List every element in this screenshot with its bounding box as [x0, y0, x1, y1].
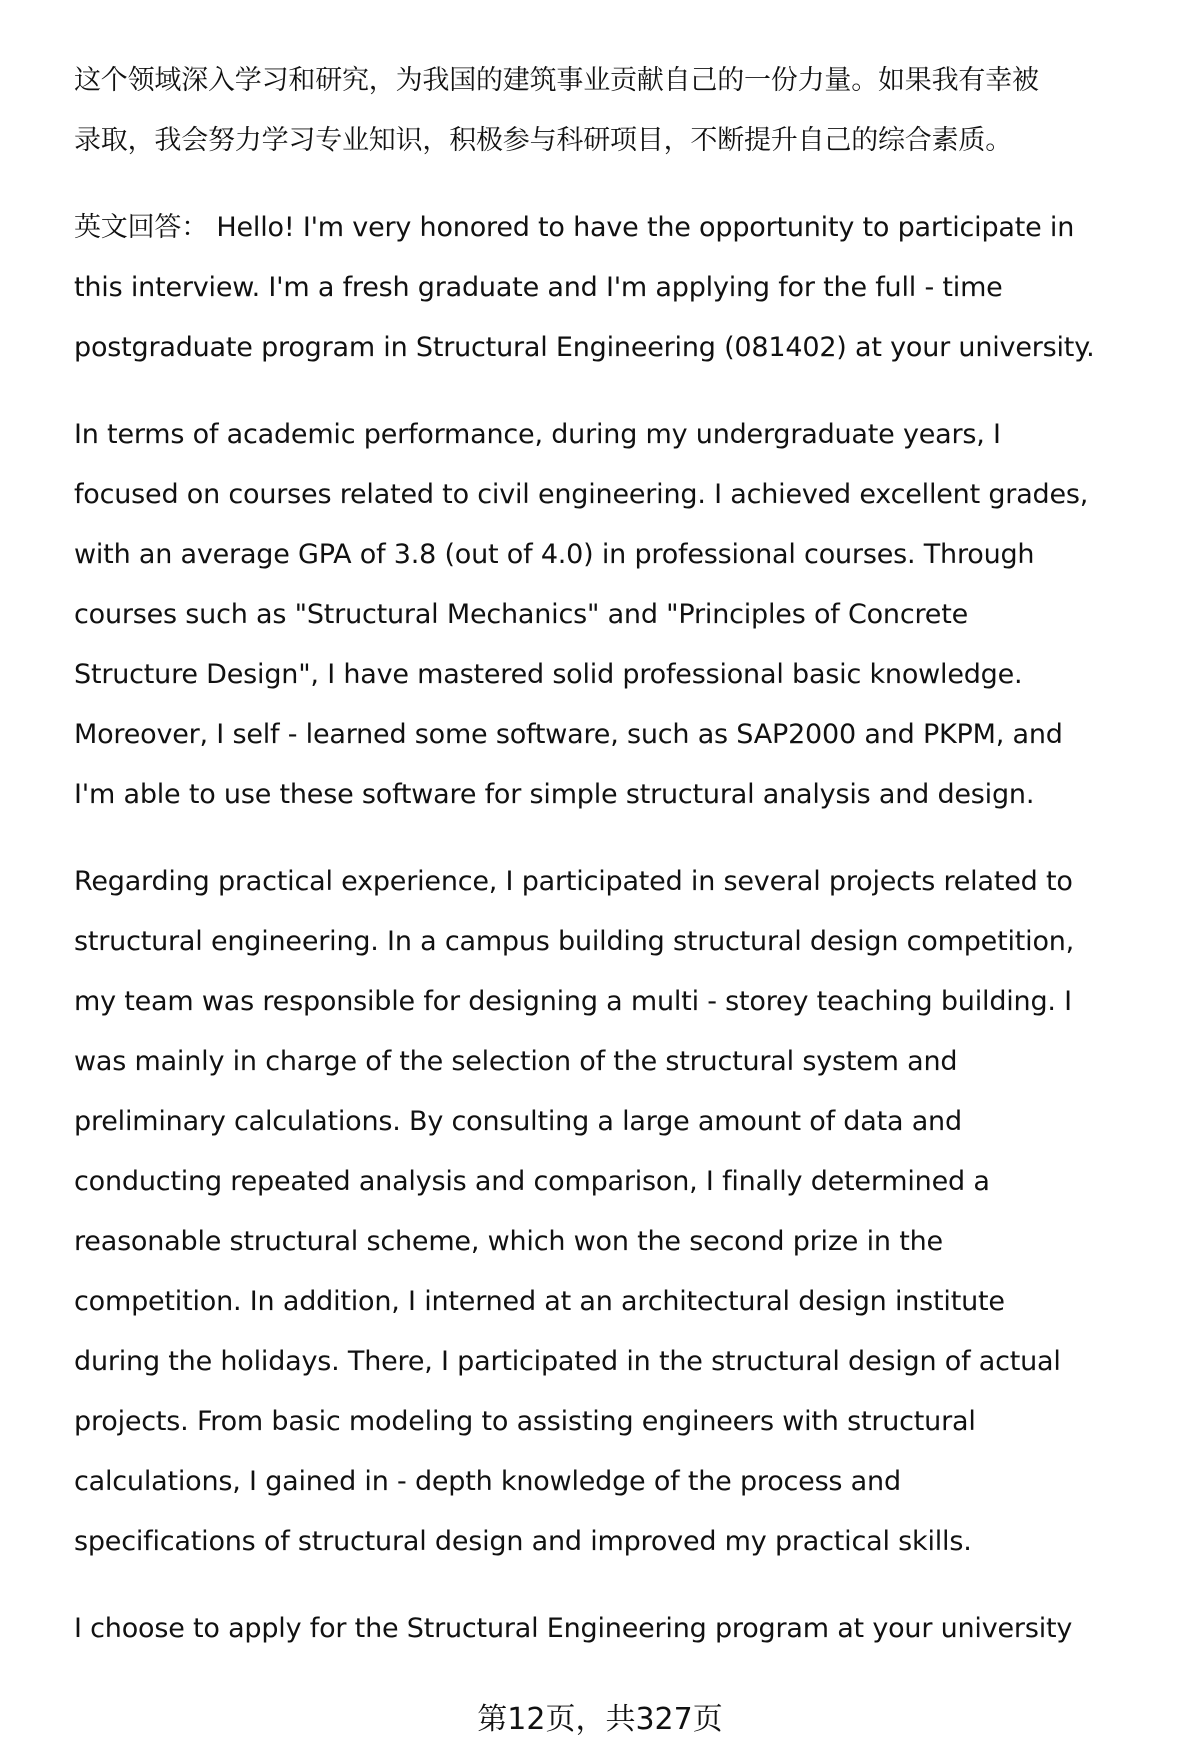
text-line: competition. In addition, I interned at an architectural design institute	[74, 1286, 1005, 1317]
text-line: structural engineering. In a campus building structural design competition,	[74, 926, 1075, 957]
text-line: 英文回答： Hello! I'm very honored to have the opportunity to participate in	[74, 212, 1075, 243]
text-line: Regarding practical experience, I participated in several projects related to	[74, 866, 1073, 897]
paragraph	[74, 198, 1174, 378]
text-line: In terms of academic performance, during my undergraduate years, I	[74, 419, 1001, 450]
text-line: calculations, I gained in - depth knowledge of the process and	[74, 1466, 901, 1497]
text-line: I choose to apply for the Structural Engineering program at your university	[74, 1613, 1073, 1644]
text-line: Moreover, I self - learned some software, such as SAP2000 and PKPM, and	[74, 719, 1063, 750]
paragraph	[74, 405, 1174, 825]
text-line: was mainly in charge of the selection of the structural system and	[74, 1046, 958, 1077]
text-line: this interview. I'm a fresh graduate and I'm applying for the full - time	[74, 272, 1003, 303]
text-line: projects. From basic modeling to assisting engineers with structural	[74, 1406, 976, 1437]
text-line: during the holidays. There, I participated in the structural design of actual	[74, 1346, 1061, 1377]
text-line: preliminary calculations. By consulting a large amount of data and	[74, 1106, 962, 1137]
page-number: 第12页，共327页	[477, 1702, 723, 1737]
text-line: 这个领域深入学习和研究，为我国的建筑事业贡献自己的一份力量。如果我有幸被	[74, 65, 1039, 96]
text-line: my team was responsible for designing a multi - storey teaching building. I	[74, 986, 1072, 1017]
paragraph	[74, 1599, 1174, 1659]
text-line: postgraduate program in Structural Engineering (081402) at your university.	[74, 332, 1095, 363]
text-line: courses such as "Structural Mechanics" and "Principles of Concrete	[74, 599, 969, 630]
document-body	[74, 51, 1174, 1686]
text-line: with an average GPA of 3.8 (out of 4.0) in professional courses. Through	[74, 539, 1035, 570]
text-line: specifications of structural design and improved my practical skills.	[74, 1526, 972, 1557]
paragraph	[74, 51, 1174, 171]
text-line: conducting repeated analysis and comparison, I finally determined a	[74, 1166, 990, 1197]
text-line: focused on courses related to civil engineering. I achieved excellent grades,	[74, 479, 1089, 510]
paragraph	[74, 852, 1174, 1572]
text-line: I'm able to use these software for simple structural analysis and design.	[74, 779, 1035, 810]
text-line: Structure Design", I have mastered solid professional basic knowledge.	[74, 659, 1023, 690]
text-line: 录取，我会努力学习专业知识，积极参与科研项目，不断提升自己的综合素质。	[74, 125, 1012, 156]
text-line: reasonable structural scheme, which won the second prize in the	[74, 1226, 943, 1257]
